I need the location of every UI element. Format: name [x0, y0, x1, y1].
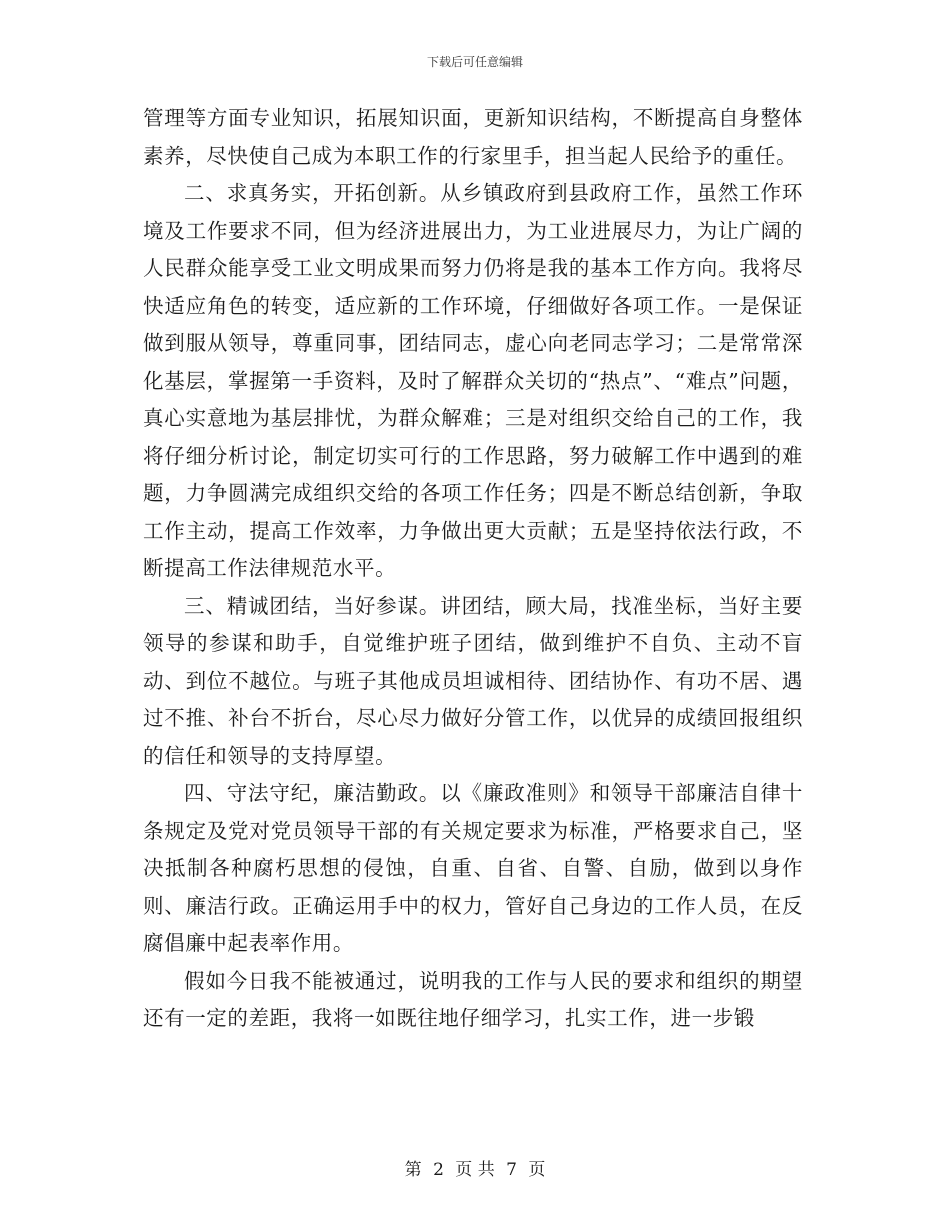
paragraph-section-three: 三、精诚团结，当好参谋。讲团结，顾大局，找准坐标，当好主要领导的参谋和助手，自觉维护班子团结，做到维护不自负、主动不盲动、到位不越位。与班子其他成员坦诚相待、团结协作、有功不居、遇过不推、补台不折台，尽心尽力做好分管工作，以优异的成绩回报组织的信任和领导的支持厚望。: [143, 593, 803, 768]
footer-suffix: 页: [528, 1160, 546, 1180]
paragraph-closing: 假如今日我不能被通过，说明我的工作与人民的要求和组织的期望还有一定的差距，我将一如既往地仔细学习，扎实工作，进一步锻: [143, 968, 803, 1030]
document-body: [143, 100, 803, 1038]
footer-current-page: 2: [433, 1160, 444, 1180]
page-header: 下载后可任意编辑: [426, 55, 523, 69]
paragraph-continuation: 管理等方面专业知识，拓展知识面，更新知识结构，不断提高自身整体素养，尽快使自己成为本职工作的行家里手，担当起人民给予的重任。: [143, 106, 803, 168]
footer-middle: 页 共: [455, 1160, 495, 1180]
footer-prefix: 第: [404, 1160, 422, 1180]
footer-total-pages: 7: [506, 1160, 517, 1180]
paragraph-section-two: 二、求真务实，开拓创新。从乡镇政府到县政府工作，虽然工作环境及工作要求不同，但为经济进展出力，为工业进展尽力，为让广阔的人民群众能享受工业文明成果而努力仍将是我的基本工作方向。我将尽快适应角色的转变，适应新的工作环境，仔细做好各项工作。一是保证做到服从领导，尊重同事，团结同志，虚心向老同志学习；二是常常深化基层，掌握第一手资料，及时了解群众关切的“热点”、“难点”问题，真心实意地为基层排忧，为群众解难；三是对组织交给自己的工作，我将仔细分析讨论，制定切实可行的工作思路，努力破解工作中遇到的难题，力争圆满完成组织交给的各项工作任务；四是不断总结创新，争取工作主动，提高工作效率，力争做出更大贡献；五是坚持依法行政，不断提高工作法律规范水平。: [143, 181, 803, 580]
page-footer: [0, 1155, 950, 1180]
paragraph-section-four: 四、守法守纪，廉洁勤政。以《廉政准则》和领导干部廉洁自律十条规定及党对党员领导干部的有关规定要求为标准，严格要求自己，坚决抵制各种腐朽思想的侵蚀，自重、自省、自警、自励，做到以身作则、廉洁行政。正确运用手中的权力，管好自己身边的工作人员，在反腐倡廉中起表率作用。: [143, 781, 803, 955]
